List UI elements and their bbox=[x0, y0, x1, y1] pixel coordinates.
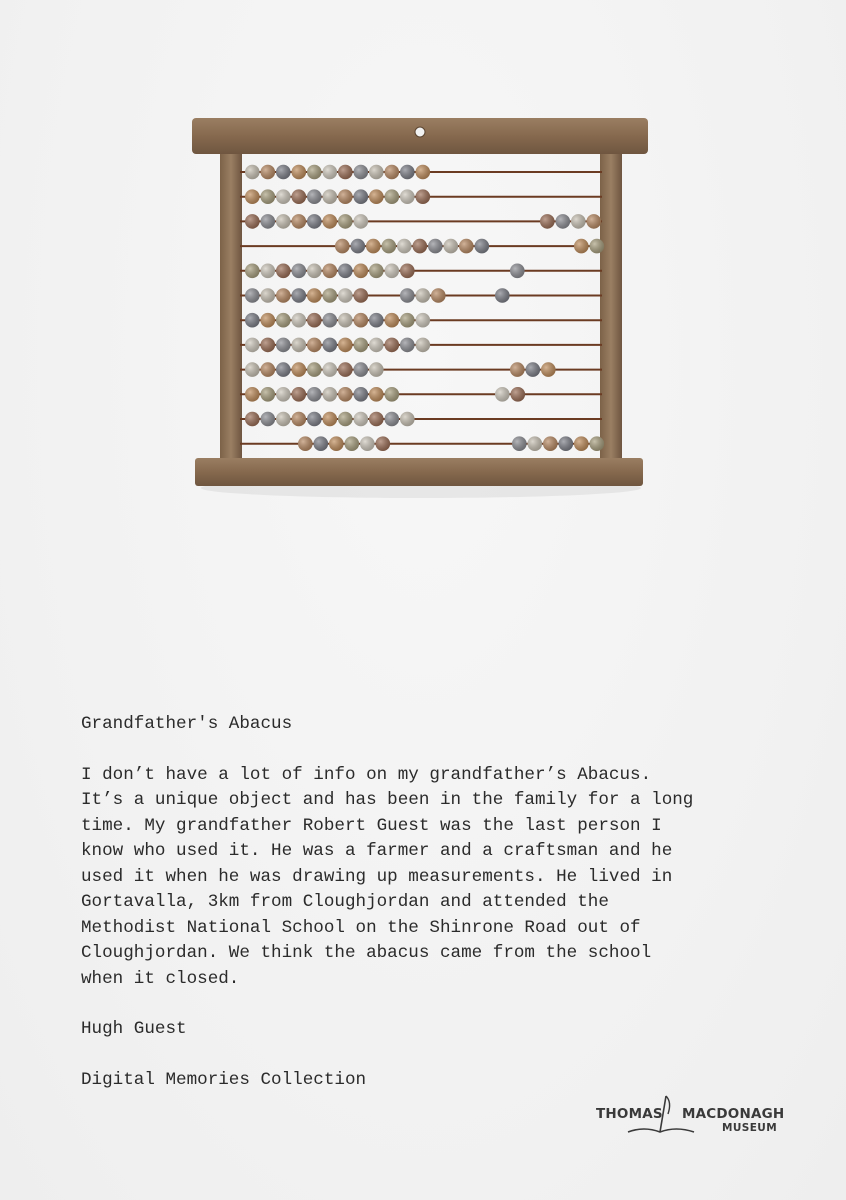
abacus-bead-shade bbox=[292, 412, 307, 427]
abacus-bead-shade bbox=[298, 436, 313, 451]
abacus-bead-shade bbox=[338, 264, 353, 279]
abacus-bead-shade bbox=[385, 313, 400, 328]
abacus-bead-shade bbox=[307, 189, 322, 204]
abacus-bead-shade bbox=[261, 362, 276, 377]
abacus-bead-shade bbox=[587, 214, 602, 229]
abacus-bead-shade bbox=[416, 189, 431, 204]
abacus-bead-shade bbox=[385, 264, 400, 279]
abacus-image bbox=[190, 110, 652, 510]
logo-word-museum: MUSEUM bbox=[722, 1122, 778, 1134]
abacus-bead-shade bbox=[276, 189, 291, 204]
abacus-bead-shade bbox=[416, 288, 431, 303]
abacus-bead-shade bbox=[338, 189, 353, 204]
abacus-bead-shade bbox=[369, 313, 384, 328]
abacus-bead-shade bbox=[261, 313, 276, 328]
abacus-bead-shade bbox=[495, 387, 510, 402]
abacus-bead-shade bbox=[245, 189, 260, 204]
abacus-bead-shade bbox=[444, 239, 459, 254]
abacus-bead-shade bbox=[382, 239, 397, 254]
abacus-bead-shade bbox=[292, 313, 307, 328]
abacus-bead-shade bbox=[571, 214, 586, 229]
abacus-bead-shade bbox=[385, 338, 400, 353]
abacus-bead-shade bbox=[400, 165, 415, 180]
abacus-bead-shade bbox=[416, 313, 431, 328]
abacus-bead-shade bbox=[245, 214, 260, 229]
abacus-bead-shade bbox=[245, 338, 260, 353]
abacus-bead-shade bbox=[261, 264, 276, 279]
abacus-bead-shade bbox=[528, 436, 543, 451]
abacus-bead-shade bbox=[385, 165, 400, 180]
document-body: I don’t have a lot of info on my grandfather’s Abacus. It’s a unique object and has been in the family for a long time. My grandfather Robert Guest was the last person I know who used it. He was a farmer and a craftsman and he used it when he was drawing up measurements. He lived in Gortavalla, 3km from Cloughjordan and attended the Methodist National School on the Shinrone Road out of Cloughjordan. We think the abacus came from the school when it closed. bbox=[81, 764, 694, 989]
abacus-bead-shade bbox=[245, 412, 260, 427]
abacus-bead-shade bbox=[245, 313, 260, 328]
abacus-bead-shade bbox=[323, 362, 338, 377]
abacus-bead-shade bbox=[543, 436, 558, 451]
abacus-bead-shade bbox=[307, 387, 322, 402]
abacus-bead-shade bbox=[276, 264, 291, 279]
abacus-bead-shade bbox=[292, 264, 307, 279]
abacus-bead-shade bbox=[376, 436, 391, 451]
abacus-bead-shade bbox=[307, 412, 322, 427]
abacus-bead-shade bbox=[245, 264, 260, 279]
abacus-bead-shade bbox=[323, 214, 338, 229]
abacus-bead-shade bbox=[245, 165, 260, 180]
abacus-bead-shade bbox=[338, 313, 353, 328]
collection-name: Digital Memories Collection bbox=[81, 1069, 367, 1090]
abacus-bead-shade bbox=[369, 264, 384, 279]
abacus-bead-shade bbox=[323, 165, 338, 180]
abacus-bead-shade bbox=[431, 288, 446, 303]
abacus-bead-shade bbox=[400, 189, 415, 204]
abacus-bead-shade bbox=[400, 313, 415, 328]
abacus-bead-shade bbox=[276, 338, 291, 353]
abacus-bead-shade bbox=[526, 362, 541, 377]
abacus-bead-shade bbox=[354, 165, 369, 180]
abacus-bead-shade bbox=[495, 288, 510, 303]
abacus-bead-shade bbox=[307, 214, 322, 229]
abacus-bead-shade bbox=[292, 338, 307, 353]
abacus-bead-shade bbox=[276, 288, 291, 303]
abacus-bead-shade bbox=[512, 436, 527, 451]
abacus-bead-shade bbox=[261, 214, 276, 229]
abacus-bead-shade bbox=[245, 362, 260, 377]
abacus-bead-shade bbox=[540, 214, 555, 229]
abacus-bead-shade bbox=[574, 436, 589, 451]
abacus-bead-shade bbox=[323, 288, 338, 303]
abacus-bead-shade bbox=[400, 412, 415, 427]
abacus-bead-shade bbox=[369, 165, 384, 180]
abacus-bead-shade bbox=[369, 338, 384, 353]
abacus-bead-shade bbox=[261, 165, 276, 180]
abacus-bead-shade bbox=[338, 288, 353, 303]
abacus-bead-shade bbox=[329, 436, 344, 451]
abacus-bead-shade bbox=[292, 288, 307, 303]
abacus-bead-shade bbox=[307, 362, 322, 377]
abacus-bead-shade bbox=[385, 387, 400, 402]
abacus-bead-shade bbox=[292, 214, 307, 229]
author-name: Hugh Guest bbox=[81, 1019, 187, 1039]
abacus-bead-shade bbox=[323, 338, 338, 353]
abacus-bead-shade bbox=[292, 165, 307, 180]
abacus-bead-shade bbox=[574, 239, 589, 254]
abacus-bead-shade bbox=[541, 362, 556, 377]
abacus-bead-shade bbox=[354, 338, 369, 353]
abacus-bead-shade bbox=[261, 338, 276, 353]
abacus-bead-shade bbox=[590, 436, 605, 451]
abacus-bead-shade bbox=[369, 387, 384, 402]
abacus-bead-shade bbox=[338, 165, 353, 180]
abacus-bead-shade bbox=[292, 362, 307, 377]
abacus-bead-shade bbox=[416, 338, 431, 353]
abacus-bead-shade bbox=[307, 165, 322, 180]
abacus-bead-shade bbox=[385, 189, 400, 204]
abacus-bead-shade bbox=[323, 189, 338, 204]
abacus-bead-shade bbox=[307, 264, 322, 279]
abacus-bead-shade bbox=[276, 313, 291, 328]
abacus-bead-shade bbox=[354, 313, 369, 328]
abacus-bead-shade bbox=[245, 288, 260, 303]
abacus-bead-shade bbox=[335, 239, 350, 254]
abacus-bead-shade bbox=[351, 239, 366, 254]
abacus-bead-shade bbox=[400, 288, 415, 303]
abacus-bead-shade bbox=[354, 387, 369, 402]
abacus-bead-shade bbox=[338, 214, 353, 229]
abacus-bead-shade bbox=[354, 288, 369, 303]
abacus-bead-shade bbox=[510, 264, 525, 279]
abacus-bead-shade bbox=[354, 189, 369, 204]
abacus-bead-shade bbox=[314, 436, 329, 451]
abacus-bead-shade bbox=[338, 362, 353, 377]
abacus-bead-shade bbox=[354, 362, 369, 377]
abacus-bead-shade bbox=[397, 239, 412, 254]
abacus-bead-shade bbox=[323, 412, 338, 427]
abacus-bead-shade bbox=[323, 313, 338, 328]
abacus-bead-shade bbox=[369, 412, 384, 427]
abacus-bead-shade bbox=[261, 288, 276, 303]
abacus-bead-shade bbox=[292, 387, 307, 402]
abacus-bead-shade bbox=[360, 436, 375, 451]
text-block bbox=[81, 712, 801, 1093]
abacus-bead-shade bbox=[338, 412, 353, 427]
abacus-bead-shade bbox=[559, 436, 574, 451]
abacus-bead-shade bbox=[475, 239, 490, 254]
abacus-bead-shade bbox=[338, 387, 353, 402]
abacus-bead-shade bbox=[307, 338, 322, 353]
abacus-bead-shade bbox=[307, 313, 322, 328]
museum-logo bbox=[596, 1092, 785, 1140]
abacus-bead-shade bbox=[338, 338, 353, 353]
abacus-bead-shade bbox=[416, 165, 431, 180]
abacus-bead-shade bbox=[400, 338, 415, 353]
abacus-bead-shade bbox=[261, 189, 276, 204]
abacus-bead-shade bbox=[276, 362, 291, 377]
abacus-bead-shade bbox=[459, 239, 474, 254]
logo-word-thomas: THOMAS bbox=[596, 1106, 663, 1122]
abacus-bead-shade bbox=[366, 239, 381, 254]
abacus-bead-shade bbox=[511, 387, 526, 402]
logo-word-macdonagh: MACDONAGH bbox=[682, 1106, 785, 1122]
abacus-bead-shade bbox=[245, 387, 260, 402]
document-title: Grandfather's Abacus bbox=[81, 714, 293, 734]
abacus-bead-shade bbox=[276, 412, 291, 427]
abacus-bead-shade bbox=[556, 214, 571, 229]
abacus-bead-shade bbox=[354, 412, 369, 427]
abacus-bead-shade bbox=[261, 387, 276, 402]
abacus-bead-shade bbox=[292, 189, 307, 204]
abacus-bead-shade bbox=[428, 239, 443, 254]
abacus-bead-shade bbox=[345, 436, 360, 451]
abacus-bead-shade bbox=[510, 362, 525, 377]
abacus-bead-shade bbox=[276, 214, 291, 229]
abacus-bead-shade bbox=[354, 264, 369, 279]
abacus-bead-shade bbox=[400, 264, 415, 279]
abacus-bead-shade bbox=[261, 412, 276, 427]
abacus-bead-shade bbox=[276, 165, 291, 180]
abacus-bead-shade bbox=[323, 387, 338, 402]
abacus-bead-shade bbox=[307, 288, 322, 303]
abacus-bead-shade bbox=[354, 214, 369, 229]
abacus-bead-shade bbox=[276, 387, 291, 402]
abacus-bead-shade bbox=[413, 239, 428, 254]
abacus-bead-shade bbox=[590, 239, 605, 254]
abacus-bead-shade bbox=[369, 189, 384, 204]
abacus-bead-shade bbox=[385, 412, 400, 427]
abacus-bead-shade bbox=[369, 362, 384, 377]
abacus-bead-shade bbox=[323, 264, 338, 279]
